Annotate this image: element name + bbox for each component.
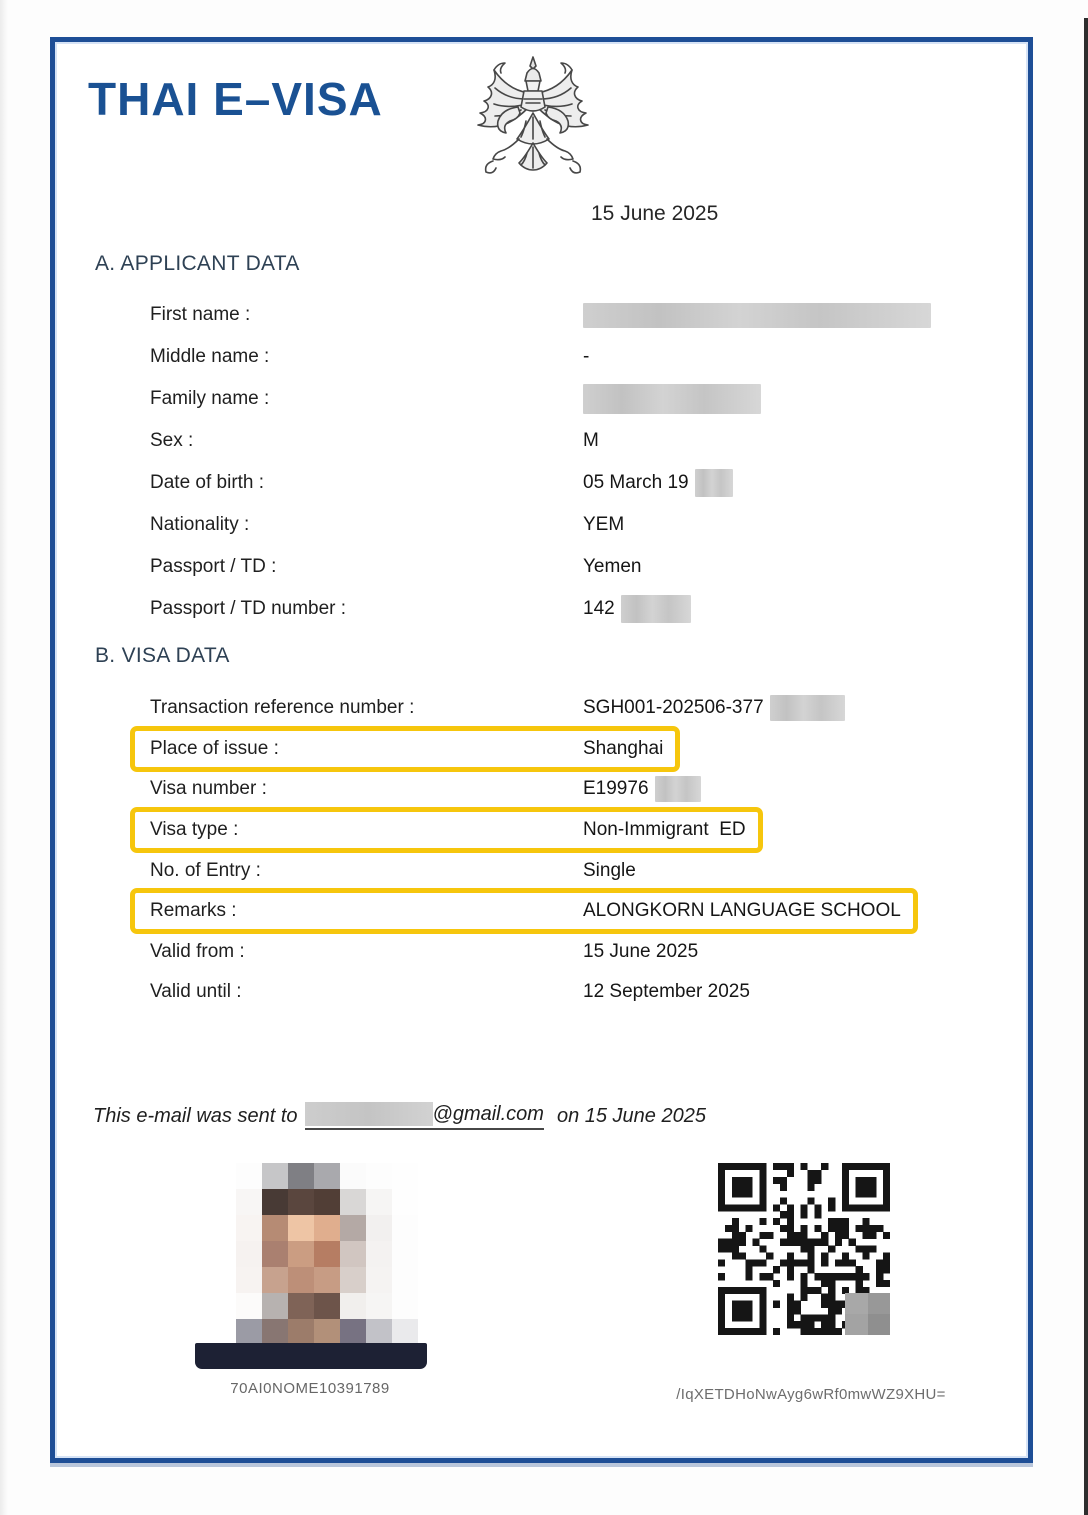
field-value: Non-Immigrant ED xyxy=(583,819,746,841)
redacted-block xyxy=(621,595,691,623)
field-row xyxy=(150,972,998,1013)
field-label: Date of birth : xyxy=(150,472,265,493)
field-value: 12 September 2025 xyxy=(583,981,750,1003)
page-title: THAI E–VISA xyxy=(88,73,383,125)
photo-reference-code: 70AI0NOME10391789 xyxy=(230,1380,390,1397)
redacted-block xyxy=(655,776,701,802)
field-row xyxy=(150,462,998,504)
email-address xyxy=(305,1102,544,1130)
evisa-document xyxy=(50,37,1033,1463)
applicant-photo-shoulders xyxy=(195,1343,427,1369)
email-note-prefix: This e-mail was sent to xyxy=(93,1104,298,1127)
field-value: M xyxy=(583,430,599,451)
applicant-data-fields xyxy=(150,294,998,630)
field-row xyxy=(150,810,998,851)
field-row xyxy=(150,688,998,729)
qr-code xyxy=(718,1163,890,1335)
field-value: Shanghai xyxy=(583,737,664,759)
email-domain: @gmail.com xyxy=(432,1102,544,1125)
scan-edge-line xyxy=(1084,18,1088,1515)
field-value: 05 March 19 xyxy=(583,469,733,497)
issue-date: 15 June 2025 xyxy=(591,202,719,225)
field-row xyxy=(150,891,998,932)
field-value: - xyxy=(583,346,590,367)
field-label: Remarks : xyxy=(150,900,237,922)
field-row xyxy=(150,932,998,973)
field-value: 15 June 2025 xyxy=(583,940,699,962)
field-row xyxy=(150,769,998,810)
field-label: Visa number : xyxy=(150,778,267,800)
field-row xyxy=(150,420,998,462)
redacted-block xyxy=(770,695,845,721)
field-value: SGH001-202506-377 xyxy=(583,695,845,721)
field-row xyxy=(150,850,998,891)
field-row xyxy=(150,378,998,420)
field-row xyxy=(150,504,998,546)
field-value: YEM xyxy=(583,514,625,535)
field-label: Sex : xyxy=(150,430,194,451)
redacted-block xyxy=(583,303,931,328)
field-label: No. of Entry : xyxy=(150,859,261,881)
field-label: Family name : xyxy=(150,388,270,409)
garuda-emblem-icon xyxy=(463,54,603,202)
field-row xyxy=(150,294,998,336)
redacted-block xyxy=(695,469,733,497)
field-row xyxy=(150,546,998,588)
redacted-email-local-part xyxy=(305,1102,433,1126)
visa-data-fields xyxy=(150,688,998,1013)
redacted-block xyxy=(583,384,761,414)
field-label: Valid from : xyxy=(150,940,245,962)
field-value: Single xyxy=(583,859,636,881)
email-note-suffix: on 15 June 2025 xyxy=(556,1104,706,1127)
qr-blur-patch xyxy=(845,1293,890,1335)
field-label: Nationality : xyxy=(150,514,250,535)
field-label: Visa type : xyxy=(150,819,239,841)
field-label: Middle name : xyxy=(150,346,270,367)
section-heading-applicant-data: A. APPLICANT DATA xyxy=(95,252,300,275)
field-row xyxy=(150,729,998,770)
field-value xyxy=(583,384,761,414)
field-value: ALONGKORN LANGUAGE SCHOOL xyxy=(583,900,901,922)
field-row xyxy=(150,588,998,630)
field-label: Passport / TD : xyxy=(150,556,277,577)
field-value xyxy=(583,303,931,328)
section-heading-visa-data: B. VISA DATA xyxy=(95,644,230,667)
field-label: Passport / TD number : xyxy=(150,598,347,619)
field-label: Place of issue : xyxy=(150,737,279,759)
qr-signature-code: /IqXETDHoNwAyg6wRf0mwWZ9XHU= xyxy=(676,1386,946,1403)
field-value: Yemen xyxy=(583,556,642,577)
scan-left-margin xyxy=(0,0,8,1515)
field-label: Valid until : xyxy=(150,981,242,1003)
field-value: E19976 xyxy=(583,776,701,802)
field-value: 142 xyxy=(583,595,691,623)
email-sent-note xyxy=(93,1102,706,1130)
field-label: First name : xyxy=(150,304,251,325)
applicant-photo-pixelated xyxy=(236,1163,418,1345)
field-row xyxy=(150,336,998,378)
field-label: Transaction reference number : xyxy=(150,697,415,719)
